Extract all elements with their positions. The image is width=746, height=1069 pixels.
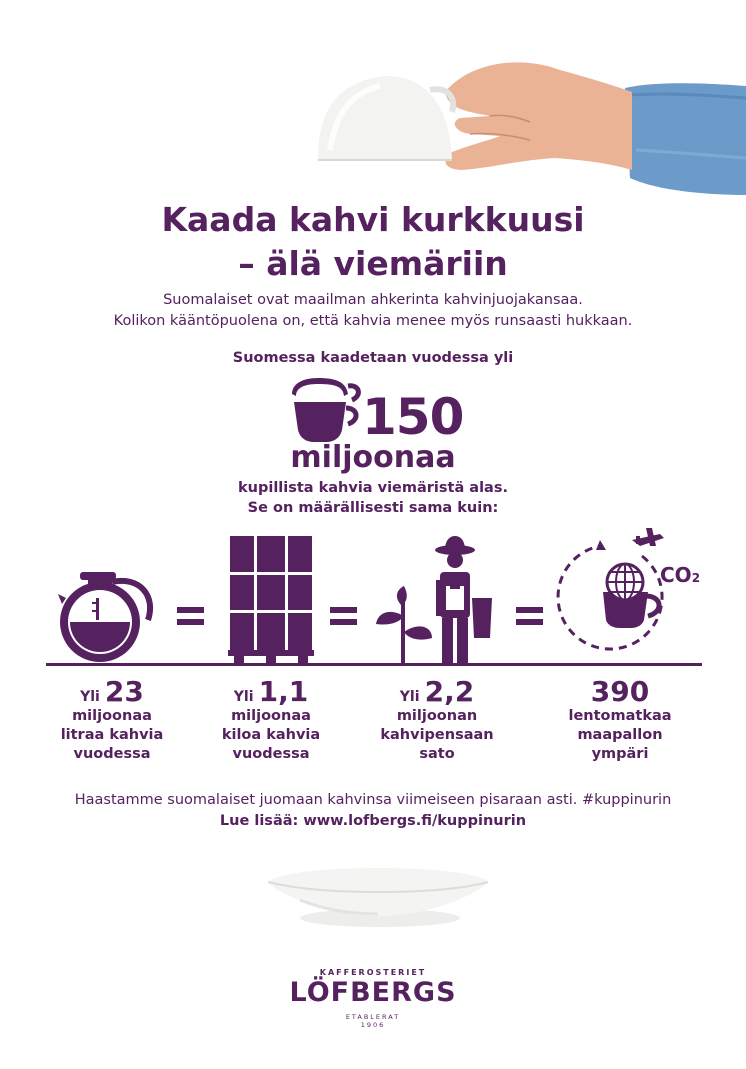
intro-line-2: Kolikon kääntöpuolena on, että kahvia menee myös runsaasti hukkaan. [113, 313, 633, 329]
stat-value: 1,1 [258, 675, 309, 708]
headline-line-2: – älä viemäriin [238, 244, 508, 283]
airplane-icon [632, 528, 664, 546]
logo-year: 1906 [360, 1021, 386, 1029]
co2-label: CO2 [660, 563, 701, 587]
comparison-icons-row [0, 520, 746, 670]
key-fact-lead: Suomessa kaadetaan vuodessa yli [232, 350, 514, 366]
headline [0, 198, 746, 286]
intro-line-1: Suomalaiset ovat maailman ahkerinta kahvinjuojakansaa. [163, 292, 583, 308]
intro-text [0, 290, 746, 332]
cta-link[interactable]: Lue lisää: www.lofbergs.fi/kuppinurin [219, 813, 527, 829]
stat-value: 23 [104, 675, 144, 708]
baseline-divider [46, 663, 702, 666]
cta-text: Haastamme suomalaiset juomaan kahvinsa viimeiseen pisaraan asti. #kuppinurin [74, 792, 672, 808]
stat-flights: 390 lentomatkaa maapallon ympäri [568, 675, 672, 762]
key-fact-line-2: Se on määrällisesti sama kuin: [247, 500, 499, 516]
stat-value: 390 [590, 675, 650, 708]
key-fact-description [0, 478, 746, 518]
headline-line-1: Kaada kahvi kurkkuusi [161, 200, 585, 239]
logo-tagline-top: KAFFEROSTERIET [319, 968, 427, 977]
coffee-pot-icon [58, 572, 150, 662]
pallet-icon [228, 536, 314, 664]
globe-cup-icon [558, 528, 664, 649]
key-fact-number: 150 [362, 388, 464, 446]
farmer-icon [376, 536, 492, 664]
lofbergs-logo: LÖFBERGS [289, 977, 457, 1008]
key-fact-unit: miljoonaa [290, 440, 456, 475]
stat-coffee-kilos: Yli 1,1 miljoonaa kiloa kahvia vuodessa [221, 675, 321, 762]
stat-coffee-bushes: Yli 2,2 miljoonan kahvipensaan sato [380, 675, 494, 762]
stacked-cups-icon [288, 374, 368, 444]
key-fact-line-1: kupillista kahvia viemäristä alas. [238, 480, 508, 496]
saucer-image [0, 860, 746, 940]
hand-holding-cup-image [0, 0, 746, 200]
stat-coffee-litres: Yli 23 miljoonaa litraa kahvia vuodessa [60, 675, 164, 762]
call-to-action [0, 790, 746, 832]
logo-tagline-bottom: ETABLERAT [345, 1013, 401, 1021]
stat-value: 2,2 [424, 675, 475, 708]
